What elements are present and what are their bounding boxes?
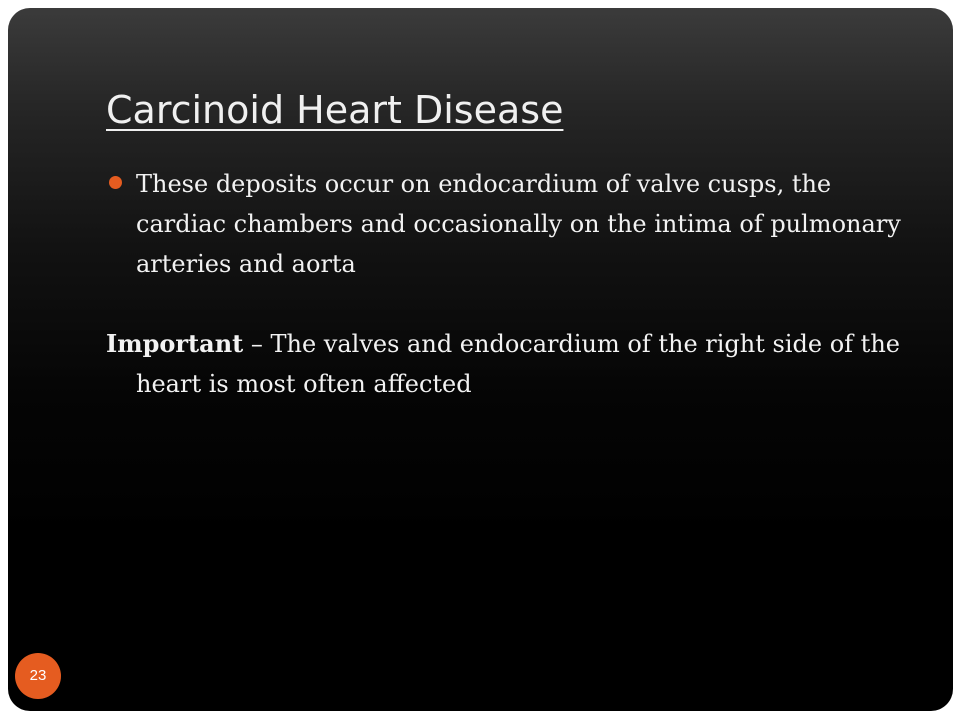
important-text: The valves and endocardium of the right side of the heart is most often affected: [136, 330, 900, 398]
slide-title: Carcinoid Heart Disease: [106, 88, 564, 132]
important-note: [106, 324, 906, 404]
bullet-item: [106, 164, 906, 284]
bullet-text: These deposits occur on endocardium of valve cusps, the cardiac chambers and occasionally on the intima of pulmonary arteries and aorta: [136, 170, 901, 278]
important-label: Important: [106, 329, 244, 358]
important-separator: –: [243, 330, 271, 358]
page-number-badge: 23: [15, 653, 61, 699]
bullet-dot-icon: [109, 176, 122, 189]
slide-body: [106, 164, 906, 404]
slide: [8, 8, 953, 711]
